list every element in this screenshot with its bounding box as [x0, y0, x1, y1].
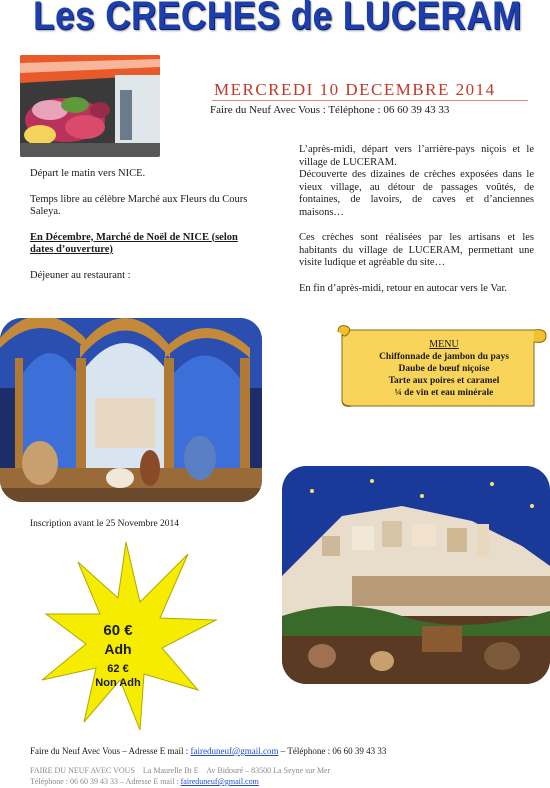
market-photo [20, 55, 160, 157]
nativity-photo [0, 318, 262, 502]
footer-line-3-prefix: Téléphone : 06 60 39 43 33 – Adresse E mail : [30, 777, 179, 786]
afternoon-text: L’après-midi, départ vers l’arrière-pays niçois et le village de LUCERAM. [299, 144, 534, 168]
right-column [299, 144, 534, 295]
menu-title: MENU [429, 339, 459, 350]
page-title: Les CRECHES de LUCERAM [33, 0, 522, 38]
departure-text: Départ le matin vers NICE. [30, 168, 146, 179]
footer-line-1 [30, 746, 386, 756]
menu-item: Daube de bœuf niçoise [398, 364, 490, 374]
menu-content [355, 339, 533, 399]
menu-item: ¼ de vin et eau minérale [394, 388, 494, 398]
email-link[interactable]: faireduneuf@gmail.com [190, 746, 279, 756]
christmas-market-text: En Décembre, Marché de Noël de NICE (selon dates d’ouverture) [30, 231, 238, 255]
footer-line-3 [30, 777, 259, 786]
date-underline [212, 100, 528, 101]
lunch-text: Déjeuner au restaurant : [30, 269, 131, 281]
organizer-line: Faire du Neuf Avec Vous : Téléphone : 06 60 39 43 33 [210, 104, 450, 116]
village-creche-photo [282, 466, 550, 684]
event-date: MERCREDI 10 DECEMBRE 2014 [214, 80, 496, 99]
menu-item: Tarte aux poires et caramel [388, 376, 500, 386]
nonmember-label: Non Adh [95, 677, 141, 689]
menu-item: Chiffonnade de jambon du pays [379, 352, 509, 362]
creches-text: Ces crèches sont réalisées par les artisans et les habitants du village de LUCERAM, permettant une visite ludique et agréable du site… [299, 232, 534, 268]
member-price: 60 € [103, 622, 133, 639]
registration-deadline: Inscription avant le 25 Novembre 2014 [30, 519, 180, 529]
left-column [30, 168, 255, 282]
free-time-text: Temps libre au célèbre Marché aux Fleurs du Cours Saleya. [30, 193, 248, 217]
footer-line-2: FAIRE DU NEUF AVEC VOUS La Maurelle Bt E Av Bidouré – 83500 La Seyne sur Mer [30, 766, 331, 775]
footer-prefix: Faire du Neuf Avec Vous – Adresse E mail : [30, 746, 189, 756]
email-link[interactable]: faireduneuf@gmail.com [180, 777, 259, 786]
member-label: Adh [104, 641, 132, 657]
price-block [68, 622, 168, 690]
return-text: En fin d’après-midi, retour en autocar vers le Var. [299, 282, 507, 294]
nonmember-price: 62 € [107, 663, 129, 675]
footer-suffix: – Téléphone : 06 60 39 43 33 [280, 746, 387, 756]
discovery-text: Découverte des dizaines de crèches exposées dans le vieux village, au détour de passages voûtés, de fontaines, de lavoirs, de caves et d’anciennes maisons… [299, 169, 534, 218]
